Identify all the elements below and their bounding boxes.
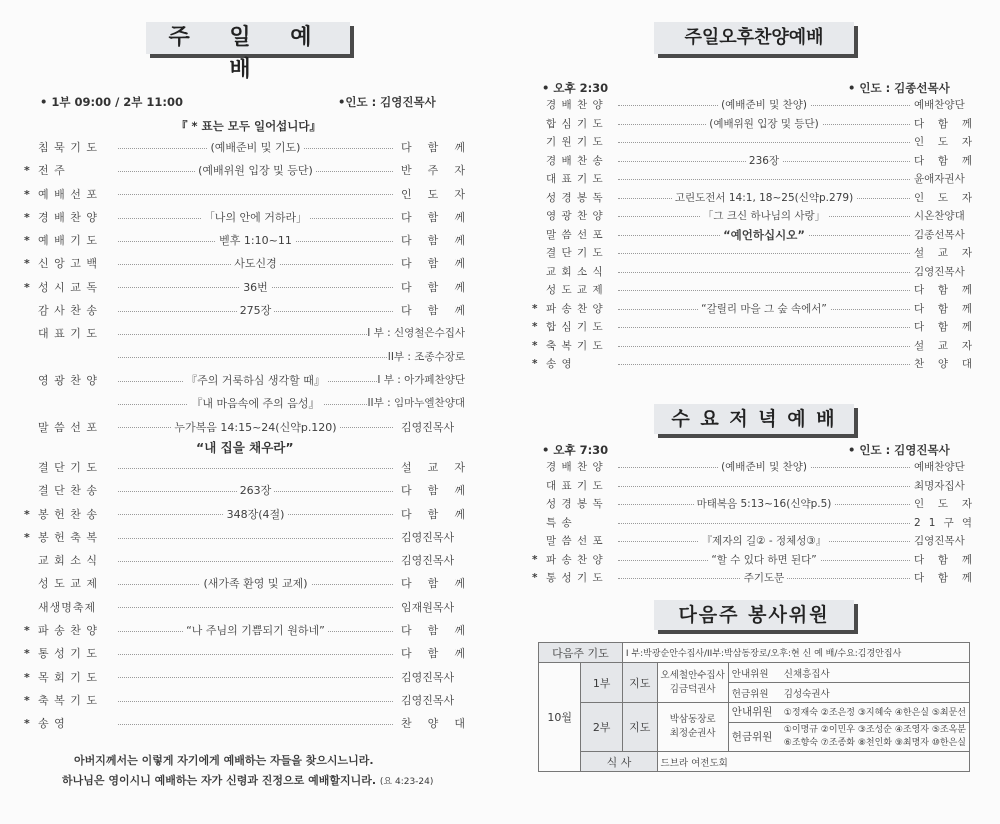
stand-marker: * xyxy=(24,647,30,661)
service-row xyxy=(20,229,465,252)
row-item: 결 단 찬 송 xyxy=(38,484,98,498)
service-row xyxy=(532,170,972,189)
stand-marker: * xyxy=(24,670,30,684)
stand-marker: * xyxy=(24,234,30,248)
stand-marker: * xyxy=(24,187,30,201)
row-content-text: “갈릴리 마을 그 숲 속에서” xyxy=(698,303,830,315)
part2-usher-cell xyxy=(728,703,969,723)
row-leader: 찬 양 대 xyxy=(914,355,972,374)
row-content xyxy=(620,189,908,208)
row-leader: 김종선목사 xyxy=(914,226,972,245)
service-row xyxy=(532,244,972,263)
row-content-text: 마태복음 5:13~16(신약p.5) xyxy=(694,498,835,510)
service-row xyxy=(20,503,465,526)
row-item: 성 도 교 제 xyxy=(38,577,98,591)
row-content xyxy=(120,276,391,299)
row-leader: 김영진목사 xyxy=(401,416,465,439)
row-item: 감 사 찬 송 xyxy=(38,304,98,318)
row-leader: 다 함 께 xyxy=(401,642,465,665)
row-item: 기 원 기 도 xyxy=(546,136,604,148)
service-row xyxy=(532,226,972,245)
row-item: 성 시 교 독 xyxy=(38,280,98,294)
stand-marker: * xyxy=(532,321,538,333)
row-content-text: 『제자의 길② - 정체성③』 xyxy=(699,535,830,547)
part1-usher: 신채흥집사 xyxy=(783,668,830,680)
row-content-text: 벧후 1:10~11 xyxy=(216,234,295,247)
row-content xyxy=(620,226,908,246)
row-item: 대 표 기 도 xyxy=(546,479,604,492)
row-content-text: 사도신경 xyxy=(231,257,280,270)
row-content xyxy=(620,115,908,134)
row-leader: 김영진목사 xyxy=(401,526,465,549)
row-content-text: 『내 마음속에 주의 음성』 xyxy=(188,397,322,410)
row-leader: 다 함 께 xyxy=(914,115,972,134)
leader-dots xyxy=(118,701,393,702)
row-leader: 반 주 자 xyxy=(401,159,465,182)
usher-label: 안내위원 xyxy=(731,705,773,718)
row-leader: 김영진목사 xyxy=(401,549,465,572)
row-content-text: (예배준비 및 찬양) xyxy=(718,461,810,473)
row-content-text: 『주의 거룩하심 생각할 때』 xyxy=(183,374,328,387)
stand-marker: * xyxy=(24,507,30,521)
row-item: 영 광 찬 양 xyxy=(38,373,98,387)
part2-guide-label: 지도 xyxy=(622,703,657,752)
row-content-text: (예배준비 및 기도) xyxy=(208,141,304,154)
volunteer-table xyxy=(538,642,970,772)
afternoon-order xyxy=(532,96,972,374)
service-row xyxy=(20,322,465,345)
meal-label: 식 사 xyxy=(581,752,657,772)
wednesday-officiant: • 인도 : 김영진목사 xyxy=(848,443,950,457)
row-leader: I 부 : 아가페찬양단 xyxy=(377,369,465,392)
row-leader: 최명자집사 xyxy=(914,477,972,496)
service-row xyxy=(532,96,972,115)
service-row xyxy=(20,572,465,595)
row-content-text: 263장 xyxy=(237,484,275,497)
officiant: •인도 : 김영진목사 xyxy=(338,95,436,109)
leader-dots xyxy=(118,654,393,655)
row-item: 합 심 기 도 xyxy=(546,117,604,130)
leader-dots xyxy=(618,290,910,291)
service-row xyxy=(20,206,465,229)
stand-marker: * xyxy=(532,302,538,315)
next-week-volunteers-title: 다음주 봉사위원 xyxy=(654,600,854,630)
row-content-text: “할 수 있다 하면 된다” xyxy=(708,554,819,566)
row-leader: 다 함 께 xyxy=(401,276,465,299)
row-content-text: 36번 xyxy=(240,281,271,294)
leader-dots xyxy=(618,272,910,273)
row-item: 경 배 찬 양 xyxy=(38,210,98,224)
leader-dots xyxy=(618,179,910,180)
row-content xyxy=(120,572,391,595)
service-row xyxy=(532,300,972,319)
part1-guide-label: 지도 xyxy=(622,663,657,703)
row-item: 예 배 기 도 xyxy=(38,234,98,248)
sunday-service-title: 주 일 예 배 xyxy=(146,22,350,54)
leader-dots xyxy=(118,334,393,335)
row-content xyxy=(620,532,908,551)
service-row xyxy=(532,337,972,356)
row-item: 봉 헌 축 복 xyxy=(38,530,98,544)
row-content xyxy=(120,416,391,439)
service-row xyxy=(20,642,465,665)
row-content-text: 「나의 안에 거하라」 xyxy=(201,211,310,224)
leader-dots xyxy=(118,607,393,608)
row-item: 침 묵 기 도 xyxy=(38,141,98,154)
row-leader: 김영진목사 xyxy=(914,532,972,551)
stand-marker: * xyxy=(24,624,30,638)
row-content xyxy=(620,96,908,115)
row-content xyxy=(120,252,391,275)
leader-dots xyxy=(618,346,910,347)
service-row xyxy=(532,318,972,337)
row-leader: 다 함 께 xyxy=(914,318,972,337)
service-row xyxy=(20,689,465,712)
row-content-text: 누가복음 14:15~24(신약p.120) xyxy=(171,421,339,434)
row-item: 파 송 찬 양 xyxy=(546,302,604,315)
service-row xyxy=(532,532,972,551)
service-row xyxy=(20,526,465,549)
row-item: 경 배 찬 양 xyxy=(546,99,604,111)
prayer-value: I 부:박광순안수집사/II부:박삼동장로/오후:현 신 예 배/수요:김경안집사 xyxy=(622,643,969,663)
stand-marker: * xyxy=(532,358,538,370)
row-item: 신 앙 고 백 xyxy=(38,257,98,271)
service-row xyxy=(532,355,972,374)
row-content xyxy=(120,299,391,322)
wednesday-time: • 오후 7:30 xyxy=(542,443,609,457)
row-leader: II부 : 임마누엘찬양대 xyxy=(367,392,465,415)
row-item: 축 복 기 도 xyxy=(38,693,98,707)
row-item: 축 복 기 도 xyxy=(546,339,604,352)
row-leader: 2 1 구 역 xyxy=(914,514,972,533)
service-row xyxy=(20,392,465,415)
leader-dots xyxy=(118,538,393,539)
row-leader: 찬 양 대 xyxy=(401,712,465,735)
row-leader: 설 교 자 xyxy=(914,244,972,263)
service-row xyxy=(532,569,972,588)
row-item: 결 단 기 도 xyxy=(546,247,604,259)
leader-dots xyxy=(118,561,393,562)
part2-offering-cell xyxy=(728,723,969,752)
service-row xyxy=(20,346,465,369)
standing-note: 『 * 표는 모두 일어섭니다』 xyxy=(176,119,322,133)
row-item: 말 씀 선 포 xyxy=(546,228,604,241)
month-cell: 10월 xyxy=(539,663,581,772)
row-leader: 다 함 께 xyxy=(401,479,465,502)
row-item: 결 단 기 도 xyxy=(38,461,98,474)
usher-label: 안내위원 xyxy=(731,668,769,680)
part2-leaders xyxy=(657,703,728,752)
row-content xyxy=(620,300,908,319)
row-leader: 설 교 자 xyxy=(401,456,465,479)
wednesday-order xyxy=(532,458,972,588)
service-row xyxy=(20,712,465,735)
afternoon-officiant: • 인도 : 김종선목사 xyxy=(848,81,950,95)
part2-leader: 박삼동장로 xyxy=(669,714,716,725)
row-leader: 예배찬양단 xyxy=(914,458,972,477)
service-row xyxy=(532,115,972,134)
quote-text: 하나님은 영이시니 예배하는 자가 신령과 진정으로 예배할지니라. xyxy=(62,774,377,787)
order-of-service-continued xyxy=(20,456,465,736)
row-leader: 다 함 께 xyxy=(914,551,972,570)
meal-value: 드브라 여전도회 xyxy=(657,752,969,772)
row-leader: 다 함 께 xyxy=(914,300,972,319)
row-item: 영 광 찬 양 xyxy=(546,210,604,222)
row-content xyxy=(120,392,391,415)
row-item: 성 도 교 제 xyxy=(546,284,604,296)
row-content xyxy=(120,136,391,159)
service-row xyxy=(20,369,465,392)
sermon-title: “내 집을 채우라” xyxy=(196,440,294,455)
row-content-text: “나 주님의 기쁨되기 원하네” xyxy=(183,624,328,637)
part1-offering: 김성숙권사 xyxy=(783,688,830,700)
leader-dots xyxy=(618,364,910,365)
row-content-text: (예배준비 및 찬양) xyxy=(718,99,810,111)
row-item: 파 송 찬 양 xyxy=(546,553,604,566)
offering-label: 헌금위원 xyxy=(731,730,773,743)
row-content xyxy=(620,152,908,171)
stand-marker: * xyxy=(532,572,538,584)
row-leader: 다 함 께 xyxy=(401,299,465,322)
row-content xyxy=(620,551,908,570)
row-leader: 인 도 자 xyxy=(914,189,972,208)
row-content-text: 348장(4절) xyxy=(224,508,288,521)
row-content-text: 236장 xyxy=(746,155,782,167)
service-row xyxy=(532,495,972,514)
service-row xyxy=(532,477,972,496)
stand-marker: * xyxy=(24,280,30,294)
service-row xyxy=(532,551,972,570)
row-leader: 다 함 께 xyxy=(401,136,465,159)
row-leader: 다 함 께 xyxy=(401,229,465,252)
row-item: 통 성 기 도 xyxy=(38,647,98,661)
row-item: 예 배 선 포 xyxy=(38,187,98,201)
row-leader: 윤애자권사 xyxy=(914,170,972,189)
row-content xyxy=(620,458,908,477)
stand-marker: * xyxy=(532,553,538,566)
row-item: 봉 헌 찬 송 xyxy=(38,507,98,521)
service-row xyxy=(20,183,465,206)
row-leader: 인 도 자 xyxy=(401,183,465,206)
part1-usher-cell xyxy=(728,663,969,683)
row-leader: II부 : 조종수장로 xyxy=(388,346,465,369)
row-content xyxy=(120,229,391,252)
service-row xyxy=(20,456,465,479)
part1-offering-cell xyxy=(728,683,969,703)
part1-leaders xyxy=(657,663,728,703)
stand-marker: * xyxy=(24,164,30,178)
row-item: 합 심 기 도 xyxy=(546,321,604,333)
wednesday-service-title: 수 요 저 녁 예 배 xyxy=(654,404,854,434)
service-row xyxy=(20,136,465,159)
service-row xyxy=(20,299,465,322)
row-item: 성 경 봉 독 xyxy=(546,191,604,204)
leader-dots xyxy=(118,468,393,469)
leader-dots xyxy=(118,677,393,678)
row-item: 경 배 찬 송 xyxy=(546,154,604,167)
row-item: 특 송 xyxy=(546,516,573,529)
row-item: 파 송 찬 양 xyxy=(38,624,98,638)
row-item: 송 영 xyxy=(38,717,66,731)
offering-label: 헌금위원 xyxy=(731,688,769,700)
service-row xyxy=(20,276,465,299)
stand-marker: * xyxy=(24,693,30,707)
part2-offering-line: ⑥조향숙 ⑦조종화 ⑧천인화 ⑨최명자 ⑩한은실 xyxy=(783,738,966,748)
row-content xyxy=(120,159,391,182)
row-leader: 인 도 자 xyxy=(914,495,972,514)
leader-dots xyxy=(618,142,910,143)
service-row xyxy=(532,458,972,477)
row-item: 말 씀 선 포 xyxy=(546,535,604,547)
leader-dots xyxy=(118,357,393,358)
row-leader: 예배찬양단 xyxy=(914,96,972,115)
scripture-quote-line2 xyxy=(62,772,433,788)
row-item: 새생명축제 xyxy=(38,600,97,614)
row-leader: 다 함 께 xyxy=(914,152,972,171)
row-item: 목 회 기 도 xyxy=(38,670,98,684)
row-content xyxy=(120,369,391,392)
service-row xyxy=(20,619,465,642)
service-row xyxy=(532,133,972,152)
row-content xyxy=(120,619,391,642)
service-row xyxy=(20,596,465,619)
row-leader: 시온찬양대 xyxy=(914,207,972,226)
part2-offering-names xyxy=(784,724,966,750)
part2-usher: ①정재숙 ②조은정 ③지혜숙 ④한은실 ⑤최문선 xyxy=(783,707,966,718)
row-leader: 김영진목사 xyxy=(914,263,972,282)
row-content-text: “예언하십시오” xyxy=(720,228,808,242)
row-leader: 인 도 자 xyxy=(914,133,972,152)
scripture-quote-line1: 아버지께서는 이렇게 자기에게 예배하는 자들을 찾으시느니라. xyxy=(74,754,374,767)
part2-leader: 최정순권사 xyxy=(669,728,716,739)
row-item: 대 표 기 도 xyxy=(38,327,98,341)
row-leader: I 부 : 신영철은수집사 xyxy=(367,322,465,345)
row-leader: 다 함 께 xyxy=(401,252,465,275)
service-row xyxy=(20,479,465,502)
leader-dots xyxy=(118,194,393,195)
stand-marker: * xyxy=(24,210,30,224)
stand-marker: * xyxy=(532,339,538,352)
row-item: 성 경 봉 독 xyxy=(546,498,604,510)
row-item: 교 회 소 식 xyxy=(38,554,98,568)
row-leader: 다 함 께 xyxy=(914,569,972,588)
stand-marker: * xyxy=(24,257,30,271)
part1-label: 1부 xyxy=(581,663,623,703)
row-leader: 임재원목사 xyxy=(401,596,465,619)
row-leader: 김영진목사 xyxy=(401,666,465,689)
service-row xyxy=(20,416,465,439)
row-content xyxy=(620,207,908,226)
row-item: 전 주 xyxy=(38,164,66,178)
row-item: 교 회 소 식 xyxy=(546,265,604,278)
order-of-service xyxy=(20,136,465,439)
row-content xyxy=(620,495,908,514)
service-row xyxy=(532,152,972,171)
row-content-text: 주기도문 xyxy=(741,572,788,584)
prayer-label: 다음주 기도 xyxy=(539,643,623,663)
row-content xyxy=(120,479,391,502)
row-leader: 다 함 께 xyxy=(401,206,465,229)
quote-reference: (요 4:23-24) xyxy=(379,777,434,787)
service-row xyxy=(532,514,972,533)
service-row xyxy=(20,159,465,182)
leader-dots xyxy=(618,253,910,254)
row-leader: 다 함 께 xyxy=(401,503,465,526)
service-row xyxy=(20,666,465,689)
part2-label: 2부 xyxy=(581,703,623,752)
row-content-text: 「그 크신 하나님의 사랑」 xyxy=(700,210,828,222)
row-content-text: (새가족 환영 및 교제) xyxy=(200,577,310,590)
stand-marker: * xyxy=(24,530,30,544)
row-item: 대 표 기 도 xyxy=(546,173,604,185)
afternoon-service-title: 주일오후찬양예배 xyxy=(654,22,854,54)
row-leader: 다 함 께 xyxy=(401,619,465,642)
row-content xyxy=(620,569,908,588)
service-row xyxy=(532,207,972,226)
row-leader: 설 교 자 xyxy=(914,337,972,356)
service-row xyxy=(532,263,972,282)
leader-dots xyxy=(618,327,910,328)
row-item: 경 배 찬 양 xyxy=(546,461,604,473)
row-leader: 김영진목사 xyxy=(401,689,465,712)
row-item: 말 씀 선 포 xyxy=(38,420,98,434)
service-row xyxy=(20,549,465,572)
row-item: 통 성 기 도 xyxy=(546,572,604,584)
leader-dots xyxy=(118,724,393,725)
row-item: 송 영 xyxy=(546,358,573,370)
part1-leader: 김금덕권사 xyxy=(669,683,716,695)
service-row xyxy=(532,281,972,300)
row-leader: 다 함 께 xyxy=(914,281,972,300)
leader-dots xyxy=(618,523,910,524)
row-content-text: 275장 xyxy=(237,304,275,317)
row-content xyxy=(120,503,391,526)
afternoon-time: • 오후 2:30 xyxy=(542,81,609,95)
part2-offering-line: ①이명규 ②이민우 ③조성순 ④조영자 ⑤조옥분 xyxy=(783,725,966,735)
service-row xyxy=(20,252,465,275)
row-content xyxy=(120,206,391,229)
row-content-text: 고린도전서 14:1, 18~25(신약p.279) xyxy=(672,192,856,204)
row-content-text: (예배위원 입장 및 등단) xyxy=(195,164,316,177)
row-content-text: (예배위원 입장 및 등단) xyxy=(706,118,822,130)
part1-leader: 오세철안수집사 xyxy=(660,669,725,681)
stand-marker: * xyxy=(24,717,30,731)
row-leader: 다 함 께 xyxy=(401,572,465,595)
service-row xyxy=(532,189,972,208)
service-time: • 1부 09:00 / 2부 11:00 xyxy=(40,95,184,109)
leader-dots xyxy=(618,486,910,487)
